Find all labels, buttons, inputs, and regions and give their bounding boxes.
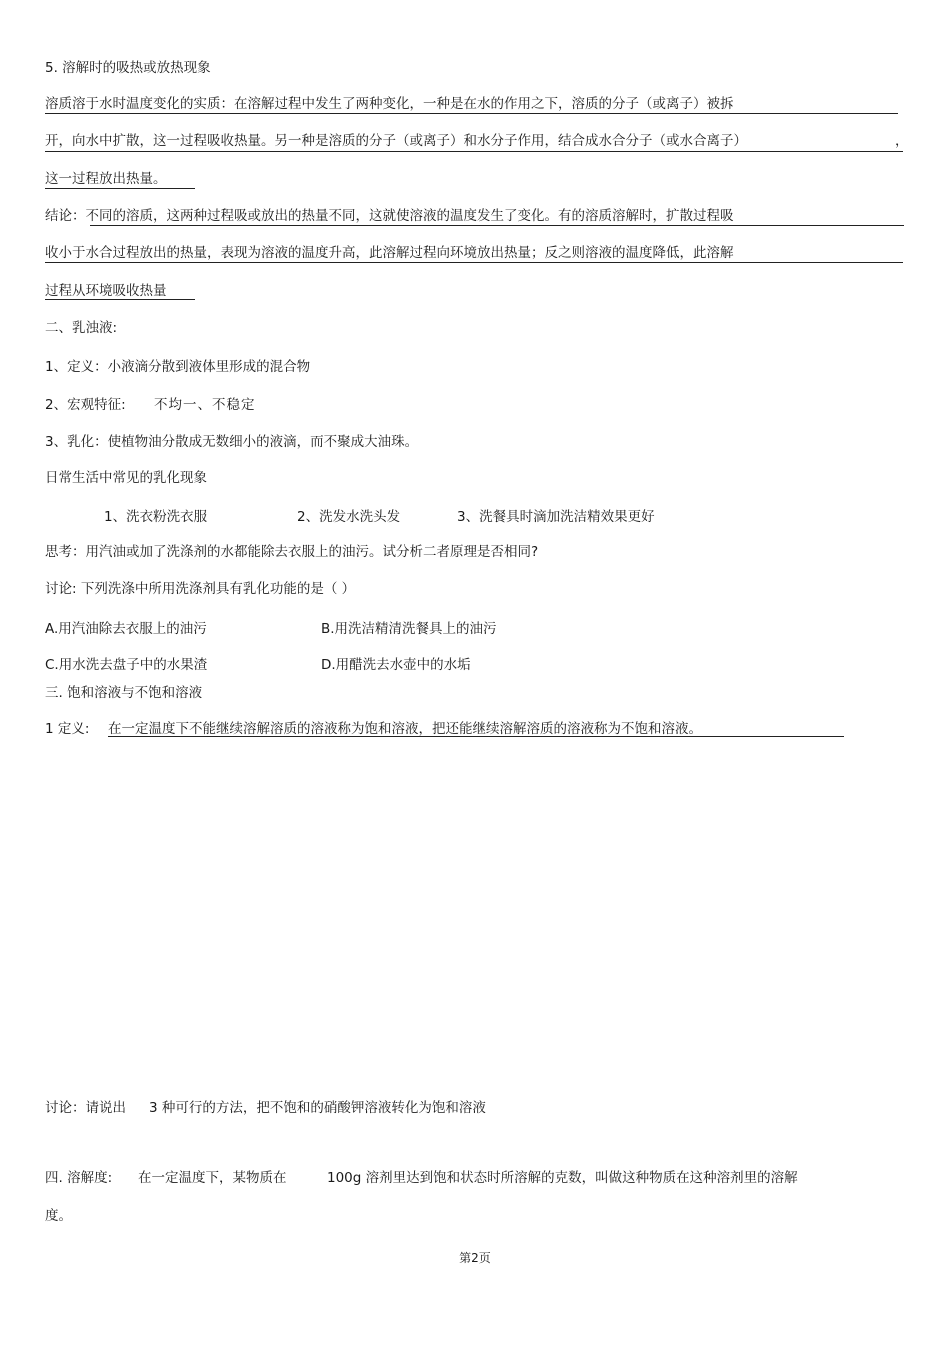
option-d: D.用醋洗去水壶中的水垢 xyxy=(321,657,471,673)
underline xyxy=(45,299,195,300)
conclusion-line-3: 过程从环境吸收热量 xyxy=(45,283,167,299)
solubility-text-a: 在一定温度下，某物质在 xyxy=(138,1170,287,1186)
emulsion-definition: 1、定义：小液滴分散到液体里形成的混合物 xyxy=(45,359,311,375)
emulsion-feature-value: 不均一、不稳定 xyxy=(154,397,256,413)
essence-line-2: 开，向水中扩散，这一过程吸收热量。另一种是溶质的分子（或离子）和水分子作用，结合成水合分子（或水合离子） xyxy=(45,133,747,149)
essence-line-1: 溶质溶于水时温度变化的实质：在溶解过程中发生了两种变化，一种是在水的作用之下，溶质的分子（或离子）被拆 xyxy=(45,96,734,112)
underline xyxy=(108,736,844,737)
discuss-text: 3 种可行的方法，把不饱和的硝酸钾溶液转化为饱和溶液 xyxy=(149,1100,486,1116)
solubility-label: 四. 溶解度: xyxy=(45,1170,113,1186)
page-number: 第2页 xyxy=(459,1251,491,1265)
saturated-heading: 三. 饱和溶液与不饱和溶液 xyxy=(45,685,203,701)
solubility-text-b: 100g 溶剂里达到饱和状态时所溶解的克数，叫做这种物质在这种溶剂里的溶解 xyxy=(327,1170,798,1186)
discuss-label: 讨论：请说出 xyxy=(45,1100,126,1116)
definition-text: 在一定温度下不能继续溶解溶质的溶液称为饱和溶液，把还能继续溶解溶质的溶液称为不饱和溶液。 xyxy=(108,721,702,737)
essence-line-2-tail: ， xyxy=(895,133,909,149)
emulsion-feature-label: 2、宏观特征: xyxy=(45,397,126,413)
essence-line-3: 这一过程放出热量。 xyxy=(45,171,167,187)
option-a: A.用汽油除去衣服上的油污 xyxy=(45,621,207,637)
solubility-text-c: 度。 xyxy=(45,1208,72,1224)
conclusion-line-2: 收小于水合过程放出的热量，表现为溶液的温度升高，此溶解过程向环境放出热量；反之则溶液的温度降低，此溶解 xyxy=(45,245,734,261)
emulsion-heading: 二、乳浊液: xyxy=(45,320,118,336)
option-b: B.用洗洁精清洗餐具上的油污 xyxy=(321,621,497,637)
option-c: C.用水洗去盘子中的水果渣 xyxy=(45,657,208,673)
underline xyxy=(45,113,898,114)
example-item: 3、洗餐具时滴加洗洁精效果更好 xyxy=(457,509,655,525)
example-item: 1、洗衣粉洗衣服 xyxy=(104,509,208,525)
discuss-question: 讨论: 下列洗涤中所用洗涤剂具有乳化功能的是（ ） xyxy=(45,581,356,597)
underline xyxy=(45,151,903,152)
daily-heading: 日常生活中常见的乳化现象 xyxy=(45,470,207,486)
underline xyxy=(45,262,903,263)
conclusion-line-1: 结论：不同的溶质，这两种过程吸或放出的热量不同，这就使溶液的温度发生了变化。有的溶质溶解时，扩散过程吸 xyxy=(45,208,734,224)
underline xyxy=(90,225,904,226)
think-question: 思考：用汽油或加了洗涤剂的水都能除去衣服上的油污。试分析二者原理是否相同? xyxy=(45,544,539,560)
definition-label: 1 定义: xyxy=(45,721,90,737)
emulsify-text: 3、乳化：使植物油分散成无数细小的液滴，而不聚成大油珠。 xyxy=(45,434,419,450)
underline xyxy=(45,188,195,189)
example-item: 2、洗发水洗头发 xyxy=(297,509,401,525)
section-heading: 5. 溶解时的吸热或放热现象 xyxy=(45,60,211,76)
